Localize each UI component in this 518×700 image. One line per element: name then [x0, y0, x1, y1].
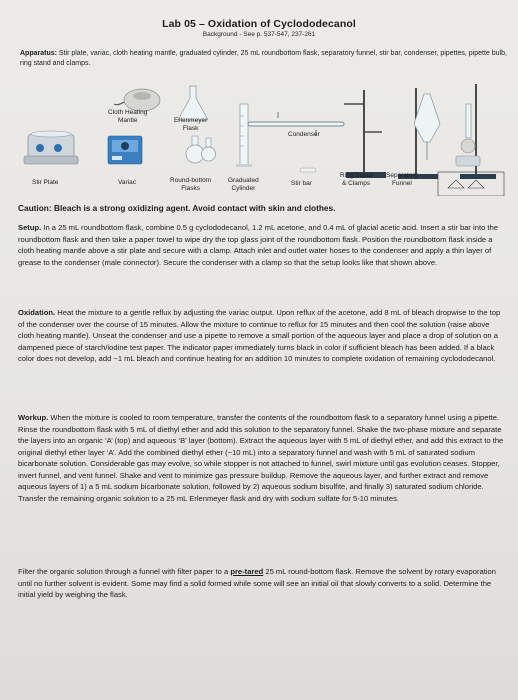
page-subtitle: Background - See p. 537-547, 237-261	[202, 31, 316, 38]
label-separatory-funnel: Separatory Funnel	[386, 172, 418, 187]
label-roundbottom-flasks: Round-bottom Flasks	[170, 177, 212, 192]
caution-note: Caution: Bleach is a strong oxidizing agent. Avoid contact with skin and clothes.	[18, 203, 336, 213]
apparatus-label: Apparatus:	[20, 50, 57, 57]
graduated-cylinder-image	[236, 104, 252, 167]
apparatus-paragraph	[20, 49, 510, 68]
separatory-funnel-image	[398, 88, 440, 179]
stir-plate-image	[24, 131, 78, 164]
apparatus-figure	[20, 76, 510, 196]
pre-tared-emphasis: pre-tared	[230, 567, 264, 576]
oxidation-paragraph	[18, 307, 506, 365]
workup-text: When the mixture is cooled to room temperature, transfer the contents of the roundbottom flask to a separatory funnel using a pipette. Rinse the roundbottom flask with 5 mL of diethyl ether and add this solution to the separatory funnel. Shake the two-phase mixture and separate the layers into an organic ‘A’ (top) and aqueous ‘B’ layer (bottom). Extract the aqueous layer with 5 mL of diethyl ether, and add this extract to the original diethyl ether layer ‘A’. Add the combined diethyl ether (~10 mL) into a separatory funnel and wash with 5 mL of saturated sodium bicarbonate solution. Considerable gas may evolve, so while stopper is not attached to funnel, swirl mixture until gas evolution ceases. Stopper, invert funnel, and vent funnel. Shake and vent to minimize gas pressure buildup. Remove the aqueous layer, and further extract and remove aqueous layers of 1) a 5 mL sodium bicarbonate solution, followed by 2) aqueous sodium bisulfite, and finally 3) saturated sodium chloride. Transfer the remaining organic solution to a 25 mL Erlenmeyer flask and dry with sodium sulfate for 5-10 minutes.	[18, 413, 504, 503]
label-condenser: Condenser	[288, 131, 320, 138]
variac-image	[108, 136, 142, 164]
heating-mantle-image	[114, 89, 160, 111]
apparatus-illustration	[20, 76, 510, 196]
roundbottom-flasks-image	[186, 136, 216, 163]
label-erlenmeyer-flask: Erlenmeyer Flask	[174, 117, 208, 132]
setup-text: In a 25 mL roundbottom flask, combine 0.5 g cyclododecanol, 1.2 mL acetone, and 0.4 mL of glacial acetic acid. Insert a stir bar into the roundbottom flask and then take a paper towel to wipe dry the top glass joint of the roundbottom flask. Position the roundbottom flask inside a cloth heating mantle above a stir plate and secure with a clamp. Attach inlet and outlet water hoses to the condenser and apply a thin layer of grease to the condenser (male connector). Secure the condenser with a clamp so that the setup looks like that shown above.	[18, 223, 498, 267]
label-variac: Variac	[118, 179, 136, 186]
reflux-assembly-image	[456, 84, 496, 179]
apparatus-text: Stir plate, variac, cloth heating mantle, graduated cylinder, 25 mL roundbottom flask, separatory funnel, stir bar, condenser, pipettes, pipette bulb, ring stand and clamps.	[20, 50, 507, 67]
label-cloth-heating-mantle: Cloth Heating Mantle	[108, 109, 148, 124]
filter-paragraph	[18, 566, 506, 601]
label-stir-bar: Stir bar	[291, 180, 312, 187]
stir-bar-image	[300, 168, 316, 172]
filter-text-before: Filter the organic solution through a funnel with filter paper to a	[18, 567, 231, 576]
page-title: Lab 05 – Oxidation of Cyclododecanol	[162, 18, 356, 30]
setup-paragraph	[18, 222, 506, 268]
label-graduated-cylinder: Graduated Cylinder	[228, 177, 259, 192]
workup-paragraph	[18, 412, 506, 504]
ring-stand-image	[344, 90, 386, 178]
label-stir-plate: Stir Plate	[32, 179, 59, 186]
label-ring-stand: Ring Stand & Clamps	[340, 172, 373, 187]
oxidation-text: Heat the mixture to a gentle reflux by adjusting the variac output. Upon reflux of the acetone, add 8 mL of bleach dropwise to the top of the condenser over the course of 15 minutes. Allow the mixture to continue to reflux for 15 minutes and then cool the solution (raise above cloth heating mantle). Unseat the condenser and use a pipette to remove a small portion of the aqueous layer and place a drop of solution on a dampened piece of starch/iodine test paper. The indicator paper immediately turns black in color if sufficient bleach has been added. If a black color does not develop, add ~1 mL bleach and continue heating for an addition 10 minutes to complete oxidation of remaining cyclododecanol.	[18, 308, 501, 363]
workup-heading: Workup.	[18, 413, 49, 422]
oxidation-heading: Oxidation.	[18, 308, 56, 317]
filter-text-after: 25 mL round-bottom flask. Remove the solvent by rotary evaporation until no further solvent is evident. Some may find a solid formed while some will see an initial oil that slowly converts to a solid. Determine the initial yield by weighing the flask.	[18, 567, 496, 599]
setup-heading: Setup.	[18, 223, 42, 232]
erlenmeyer-flask-image	[178, 86, 208, 120]
